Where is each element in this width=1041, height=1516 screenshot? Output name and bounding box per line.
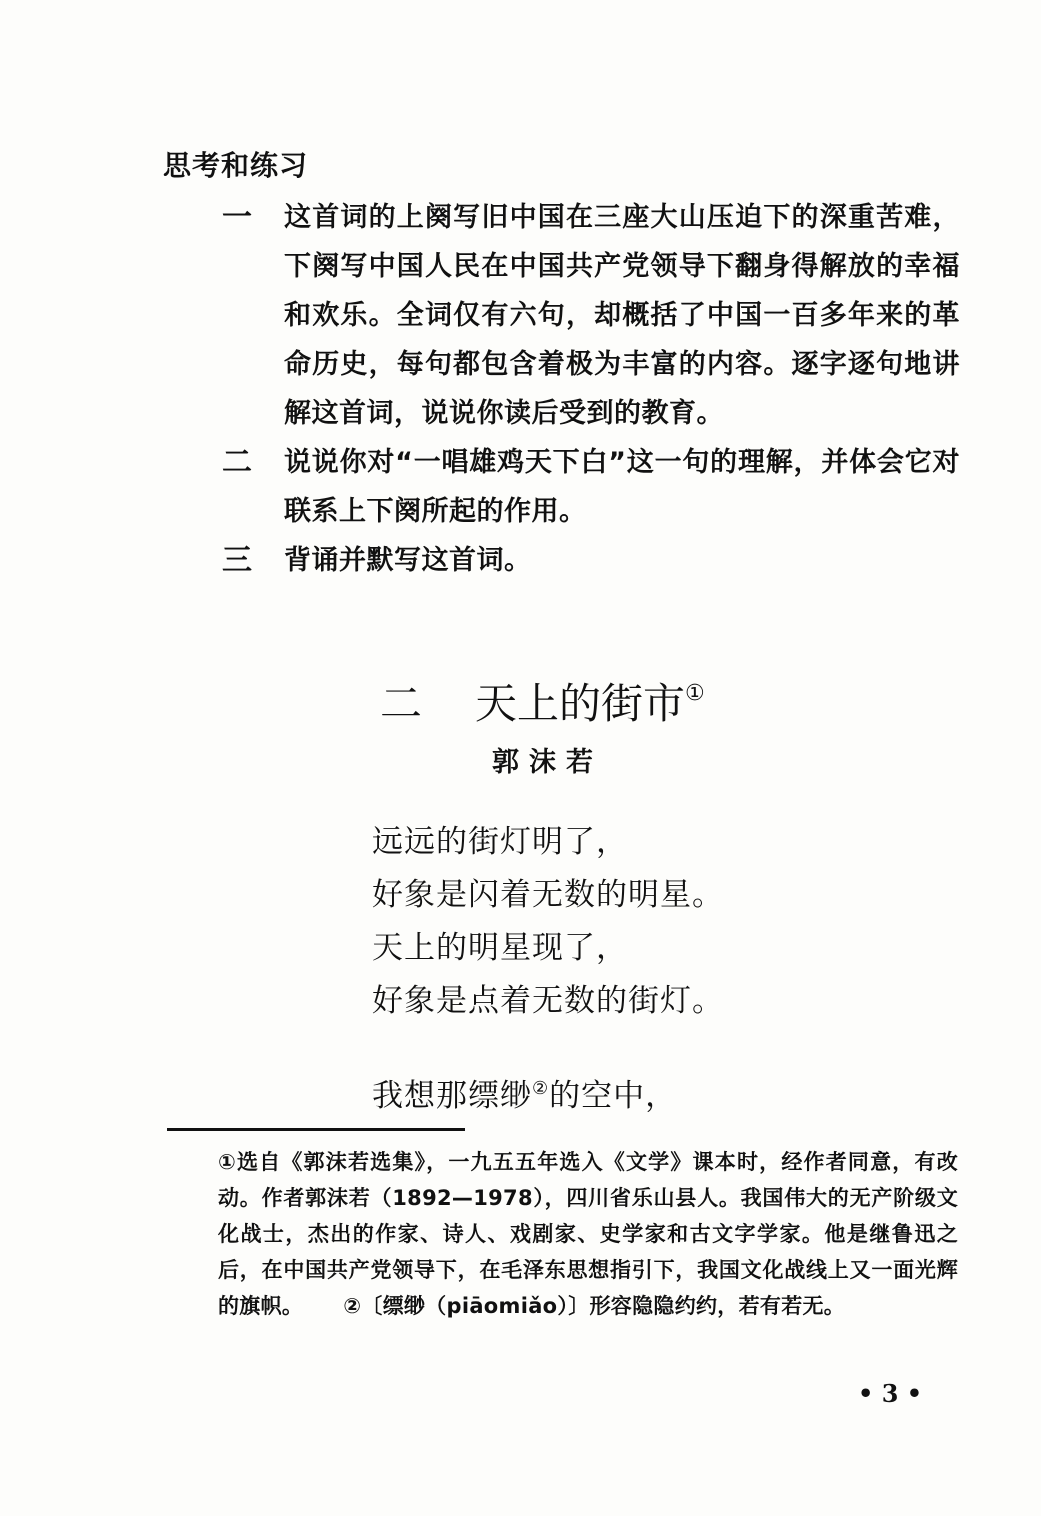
author-name: 郭沫若	[492, 747, 603, 778]
page-number: • 3 •	[858, 1379, 923, 1408]
footnotes	[218, 1144, 958, 1324]
poem-line: 好象是点着无数的街灯。	[372, 983, 724, 1019]
footnote-marker: ②	[532, 1078, 550, 1099]
exercise-number: 一	[222, 200, 252, 235]
poem-line: 好象是闪着无数的明星。	[372, 877, 724, 913]
lesson-title	[380, 664, 705, 734]
exercise-text: 这首词的上阕写旧中国在三座大山压迫下的深重苦难，下阕写中国人民在中国共产党领导下翻身得解放的幸福和欢乐。全词仅有六句，却概括了中国一百多年来的革命历史，每句都包含着极为丰富的内容。逐字逐句地讲解这首词，说说你读后受到的教育。	[284, 202, 960, 429]
footnote-1: ①选自《郭沫若选集》，一九五五年选入《文学》课本时，经作者同意，有改动。作者郭沫若（1892—1978），四川省乐山县人。我国伟大的无产阶级文化战士，杰出的作家、诗人、戏剧家、史学家和古文字学家。他是继鲁迅之后，在中国共产党领导下，在毛泽东思想指引下，我国文化战线上又一面光辉的旗帜。	[218, 1150, 958, 1318]
exercise-number: 二	[222, 445, 252, 480]
poem-line: 远远的街灯明了，	[372, 824, 628, 860]
lesson-number: 二	[380, 679, 423, 728]
exercise-text: 说说你对“一唱雄鸡天下白”这一句的理解，并体会它对联系上下阕所起的作用。	[284, 447, 960, 527]
exercise-text: 背诵并默写这首词。	[284, 545, 532, 576]
lesson-title-text: 天上的街市	[475, 679, 686, 728]
footnote-divider	[167, 1128, 465, 1131]
poem-line-start: 我想那缥缈	[372, 1078, 532, 1114]
section-heading: 思考和练习	[163, 149, 309, 182]
footnote-2: ②〔缥缈（piāomiǎo）〕形容隐隐约约，若有若无。	[343, 1294, 846, 1318]
footnote-marker: ①	[685, 681, 705, 706]
poem-line	[372, 1063, 677, 1122]
poem-line-end: 的空中，	[549, 1078, 678, 1114]
poem-line: 天上的明星现了，	[372, 930, 628, 966]
exercise-number: 三	[222, 543, 252, 578]
